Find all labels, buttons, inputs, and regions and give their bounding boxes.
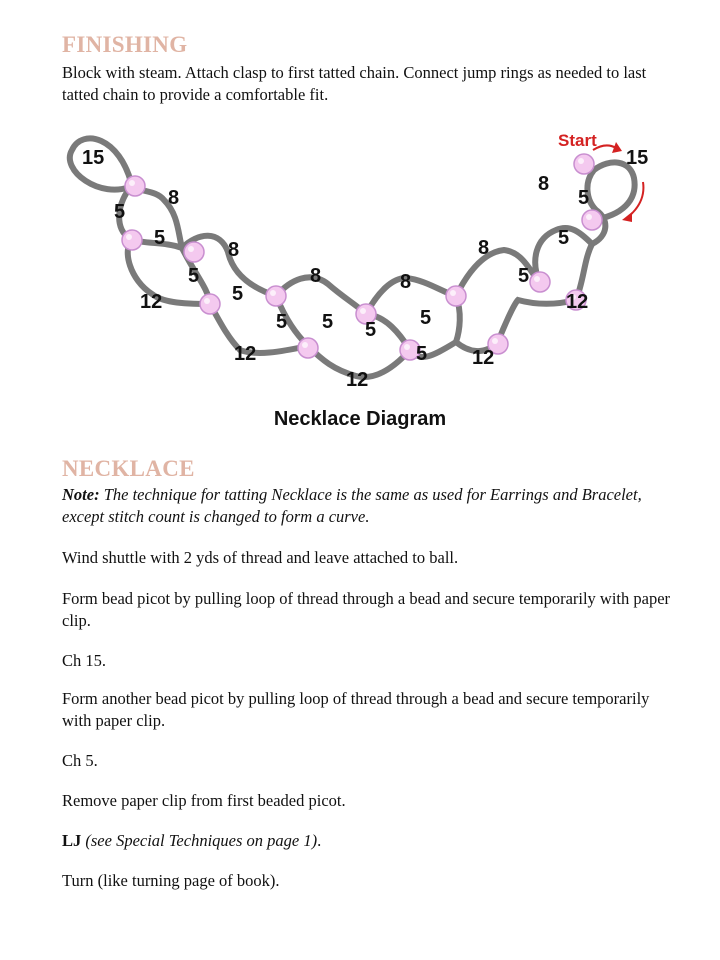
bead-highlight (270, 290, 276, 296)
instruction-ch-5: Ch 5. (62, 751, 98, 770)
bead-highlight (129, 180, 135, 186)
lj-label: LJ (62, 831, 82, 850)
chain-loop (587, 162, 634, 244)
bead-highlight (492, 338, 498, 344)
bead (266, 286, 286, 306)
diagram-caption: Necklace Diagram (273, 408, 447, 430)
stitch-label: 12 (566, 291, 589, 313)
finishing-heading: FINISHING (62, 32, 188, 57)
stitch-label: 5 (154, 227, 166, 249)
stitch-label: 12 (140, 291, 163, 313)
stitch-label: 5 (365, 319, 377, 341)
stitch-label: 5 (322, 311, 334, 333)
stitch-labels (82, 147, 648, 391)
bead (446, 286, 466, 306)
stitch-label: 15 (82, 147, 105, 169)
bead-highlight (586, 214, 592, 220)
stitch-label: 8 (400, 271, 412, 293)
stitch-label: 8 (168, 187, 180, 209)
necklace-heading: NECKLACE (62, 456, 195, 481)
instruction-bead-picot: Form bead picot by pulling loop of thread through a bead and secure temporarily with paper clip. (62, 589, 671, 630)
bead (530, 272, 550, 292)
instruction-wind-shuttle: Wind shuttle with 2 yds of thread and leave attached to ball. (62, 548, 459, 567)
stitch-label: 5 (114, 201, 126, 223)
bead (574, 154, 594, 174)
stitch-label: 12 (346, 369, 369, 391)
stitch-label: 5 (232, 283, 244, 305)
finishing-text: Block with steam. Attach clasp to first tatted chain. Connect jump rings as needed to last tatted chain to provide a comfortable fit. (62, 63, 647, 104)
bead-highlight (578, 158, 584, 164)
note-label: Note: (62, 485, 100, 504)
stitch-label: 5 (558, 227, 570, 249)
stitch-label: 5 (578, 187, 590, 209)
bead-highlight (534, 276, 540, 282)
start-label: Start (558, 131, 597, 150)
stitch-label: 8 (478, 237, 490, 259)
bead-highlight (188, 246, 194, 252)
stitch-label: 15 (626, 147, 649, 169)
bead-highlight (404, 344, 410, 350)
bead (582, 210, 602, 230)
stitch-label: 5 (416, 343, 428, 365)
stitch-label: 12 (472, 347, 495, 369)
necklace-diagram (60, 120, 660, 440)
bead-highlight (204, 298, 210, 304)
instruction-ch-15: Ch 15. (62, 651, 107, 670)
bead-highlight (126, 234, 132, 240)
bead (122, 230, 142, 250)
instruction-another-bead-picot: Form another bead picot by pulling loop of thread through a bead and secure temporarily with paper clip. (62, 689, 650, 730)
chain-loops (70, 138, 635, 377)
lj-reference: (see Special Techniques on page 1) (81, 831, 318, 850)
instruction-remove-clip: Remove paper clip from first beaded picot. (62, 791, 346, 810)
stitch-label: 5 (276, 311, 288, 333)
start-arrow-right-head (622, 212, 632, 222)
bead (200, 294, 220, 314)
bead (184, 242, 204, 262)
note-text: The technique for tatting Necklace is the same as used for Earrings and Bracelet, except stitch count is changed to form a curve. (62, 485, 642, 526)
stitch-label: 8 (538, 173, 550, 195)
stitch-label: 5 (518, 265, 530, 287)
stitch-label: 5 (188, 265, 200, 287)
beads (122, 154, 602, 360)
bead (125, 176, 145, 196)
instruction-lj (62, 830, 672, 852)
lj-period: . (317, 831, 322, 850)
stitch-label: 8 (228, 239, 240, 261)
bead-highlight (450, 290, 456, 296)
stitch-label: 8 (310, 265, 322, 287)
stitch-label: 12 (234, 343, 257, 365)
necklace-note (62, 484, 672, 528)
instruction-turn: Turn (like turning page of book). (62, 871, 280, 890)
stitch-label: 5 (420, 307, 432, 329)
bead (298, 338, 318, 358)
bead-highlight (302, 342, 308, 348)
bead-highlight (360, 308, 366, 314)
